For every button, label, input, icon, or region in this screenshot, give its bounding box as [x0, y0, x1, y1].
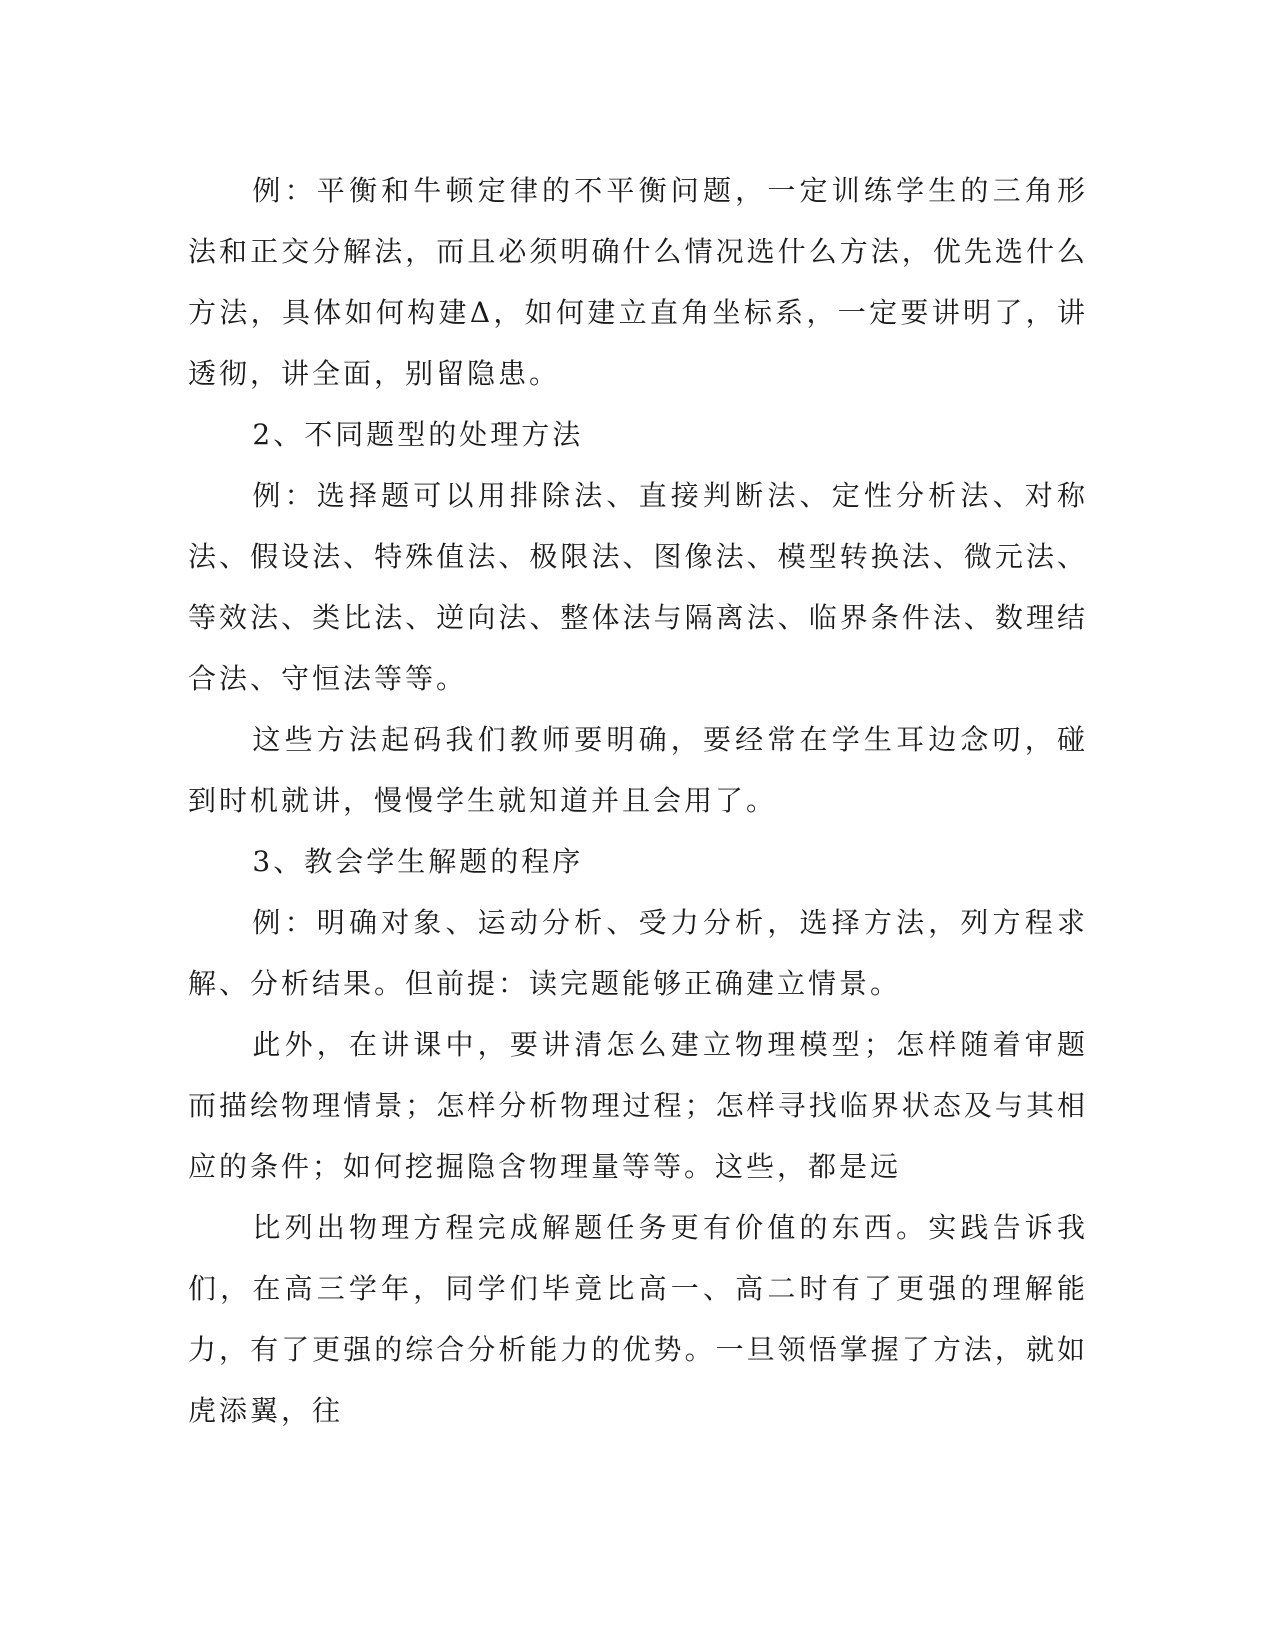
paragraph-heading-procedure: 3、教会学生解题的程序 [252, 845, 584, 878]
document-body [188, 160, 1088, 1441]
paragraph-heading-question-types: 2、不同题型的处理方法 [252, 418, 584, 451]
paragraph-example-balance: 例：平衡和牛顿定律的不平衡问题，一定训练学生的三角形法和正交分解法，而且必须明确什么情况选什么方法，优先选什么方法，具体如何构建Δ，如何建立直角坐标系，一定要讲明了，讲透彻，讲全面，别留隐患。 [188, 174, 1088, 390]
paragraph-example-procedure: 例：明确对象、运动分析、受力分析，选择方法，列方程求解、分析结果。但前提：读完题能够正确建立情景。 [188, 906, 1088, 1000]
paragraph-example-methods: 例：选择题可以用排除法、直接判断法、定性分析法、对称法、假设法、特殊值法、极限法、图像法、模型转换法、微元法、等效法、类比法、逆向法、整体法与隔离法、临界条件法、数理结合法、守恒法等等。 [188, 479, 1088, 695]
paragraph-teacher-methods: 这些方法起码我们教师要明确，要经常在学生耳边念叨，碰到时机就讲，慢慢学生就知道并且会用了。 [188, 723, 1088, 817]
paragraph-teaching-models: 此外，在讲课中，要讲清怎么建立物理模型；怎样随着审题而描绘物理情景；怎样分析物理过程；怎样寻找临界状态及与其相应的条件；如何挖掘隐含物理量等等。这些，都是远 [188, 1028, 1088, 1183]
paragraph-value-of-methods: 比列出物理方程完成解题任务更有价值的东西。实践告诉我们，在高三学年，同学们毕竟比高一、高二时有了更强的理解能力，有了更强的综合分析能力的优势。一旦领悟掌握了方法，就如虎添翼，往 [188, 1211, 1088, 1427]
